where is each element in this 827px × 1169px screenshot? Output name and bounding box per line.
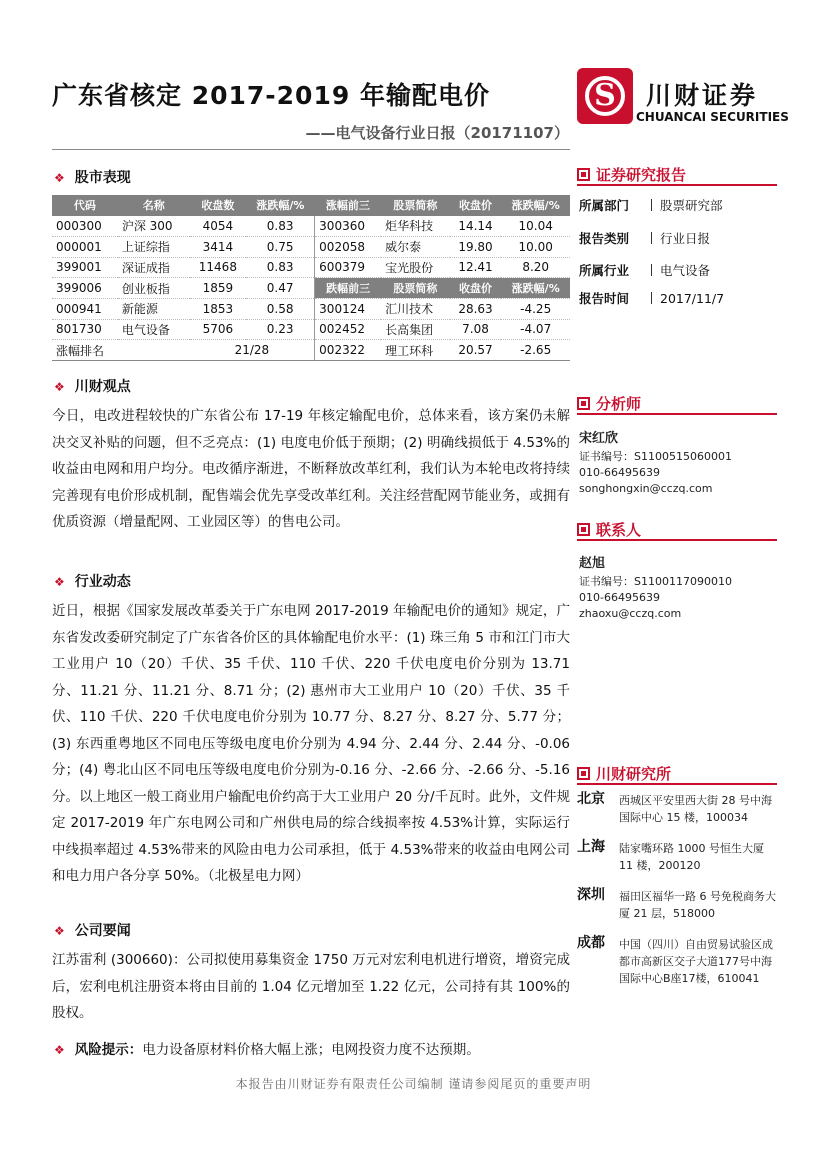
diamond-bullet-icon: ❖ [54, 1043, 65, 1057]
contact-email[interactable]: zhaoxu@cczq.com [579, 607, 682, 620]
office-city: 上海 [577, 839, 605, 855]
analyst-heading: 分析师 [577, 393, 641, 414]
company-heading: ❖ 公司要闻 [54, 923, 131, 939]
office-address: 西城区平安里西大街 28 号中海国际中心 15 楼，100034 [619, 794, 772, 824]
table-row: 801730 电气设备 5706 0.23 002452 长高集团 7.08 -4.07 [52, 319, 570, 340]
office-address: 中国（四川）自由贸易试验区成都市高新区交子大道177号中海国际中心B座17楼，610041 [619, 938, 773, 985]
square-bullet-icon [577, 168, 590, 181]
office-city: 深圳 [577, 887, 605, 903]
table-header-row: 代码 名称 收盘数 涨跌幅/% 涨幅前三 股票简称 收盘价 涨跌幅/% [52, 195, 570, 216]
square-bullet-icon [577, 397, 590, 410]
table-row: 000941 新能源 1853 0.58 300124 汇川技术 28.63 -4.25 [52, 298, 570, 319]
market-heading: ❖ 股市表现 [54, 170, 131, 186]
square-bullet-icon [577, 523, 590, 536]
company-name-en: CHUANCAI SECURITIES [636, 110, 789, 124]
diamond-bullet-icon: ❖ [54, 924, 65, 938]
sidebar-divider [577, 413, 777, 415]
office-address: 福田区福华一路 6 号免税商务大厦 21 层，518000 [619, 890, 776, 920]
office-address: 陆家嘴环路 1000 号恒生大厦 11 楼，200120 [619, 842, 764, 872]
info-row-department: 所属部门 股票研究部 [579, 198, 723, 213]
header-divider [52, 149, 570, 150]
view-heading: ❖ 川财观点 [54, 379, 131, 395]
table-row: 涨幅排名 21/28 002322 理工环科 20.57 -2.65 [52, 340, 570, 361]
company-logo-icon: S [577, 68, 633, 124]
table-row: 399001 深证成指 11468 0.83 600379 宝光股份 12.41 8.20 [52, 257, 570, 278]
view-paragraph: 今日，电改进程较快的广东省公布 17-19 年核定输配电价，总体来看，该方案仍未解决交叉补贴的问题，但不乏亮点：(1) 电度电价低于预期；(2) 明确线损低于 4.53%的收益由电网和用户均分。电改循序渐进，不断释放改革红利，我们认为本轮电改将持续完善现有电价形成机制，配售端会优先享受改革红利。关注经营配网节能业务，或拥有优质资源（增量配网、工业园区等）的售电公司。 [52, 408, 570, 530]
market-table [52, 195, 570, 361]
office-city: 成都 [577, 935, 605, 951]
company-name: 川财证券 [646, 81, 759, 110]
info-row-date: 报告时间 2017/11/7 [579, 291, 725, 306]
table-row: 000001 上证综指 3414 0.75 002058 威尔泰 19.80 10.00 [52, 236, 570, 257]
diamond-bullet-icon: ❖ [54, 575, 65, 589]
analyst-card: 宋红欣 证书编号：S1100515060001 010-66495639 songhongxin@cczq.com [579, 431, 732, 495]
info-row-industry: 所属行业 电气设备 [579, 263, 711, 278]
sidebar-divider [577, 783, 777, 785]
risk-warning: ❖ 风险提示：电力设备原材料价格大幅上涨；电网投资力度不达预期。 [54, 1042, 480, 1058]
diamond-bullet-icon: ❖ [54, 171, 65, 185]
report-heading: 证券研究报告 [577, 164, 686, 185]
sidebar-divider [577, 539, 777, 541]
institute-heading: 川财研究所 [577, 763, 671, 784]
contact-card: 赵旭 证书编号：S1100117090010 010-66495639 zhaoxu@cczq.com [579, 556, 732, 620]
industry-heading: ❖ 行业动态 [54, 574, 131, 590]
report-subtitle: ——电气设备行业日报（20171107） [305, 124, 569, 142]
table-row: 399006 创业板指 1859 0.47 跌幅前三 股票简称 收盘价 涨跌幅/% [52, 278, 570, 299]
office-city: 北京 [577, 791, 605, 807]
company-paragraph: 江苏雷利 (300660)：公司拟使用募集资金 1750 万元对宏利电机进行增资，增资完成后，宏利电机注册资本将由目前的 1.04 亿元增加至 1.22 亿元，公司持有其 100%的股权。 [52, 952, 570, 1021]
diamond-bullet-icon: ❖ [54, 380, 65, 394]
contact-heading: 联系人 [577, 519, 641, 540]
footer-disclaimer: 本报告由川财证券有限责任公司编制 谨请参阅尾页的重要声明 [235, 1077, 592, 1091]
info-row-category: 报告类别 行业日报 [579, 231, 711, 246]
table-row: 000300 沪深 300 4054 0.83 300360 炬华科技 14.14 10.04 [52, 216, 570, 237]
industry-paragraph: 近日，根据《国家发展改革委关于广东电网 2017-2019 年输配电价的通知》规定，广东省发改委研究制定了广东省各价区的具体输配电价水平：(1) 珠三角 5 市和江门市大工业用户 10（20）千伏、35 千伏、110 千伏、220 千伏电度电价分别为 13.71 分、11.21 分、11.21 分、8.71 分；(2) 惠州市大工业用户 10（20）千伏、35 千伏、110 千伏、220 千伏电度电价分别为 10.77 分、8.27 分、8.27 分、5.77 分；(3) 东西重粤地区不同电压等级电度电价分别为 4.94 分、2.44 分、2.44 分、-0.06 分；(4) 粤北山区不同电压等级电度电价分别为-0.16 分、-2.66 分、-2.66 分、-5.16 分。以上地区一般工商业用户输配电价约高于大工业用户 20 分/千瓦时。此外，文件规定 2017-2019 年广东电网公司和广州供电局的综合线损率按 4.53%计算，实际运行中线损率超过 4.53%带来的风险由电力公司承担，低于 4.53%带来的收益由电网公司和电力用户各分享 50%。（北极星电力网） [52, 603, 570, 884]
sidebar-divider [577, 184, 777, 186]
square-bullet-icon [577, 767, 590, 780]
page-title: 广东省核定 2017-2019 年输配电价 [52, 81, 490, 110]
analyst-email[interactable]: songhongxin@cczq.com [579, 482, 713, 495]
